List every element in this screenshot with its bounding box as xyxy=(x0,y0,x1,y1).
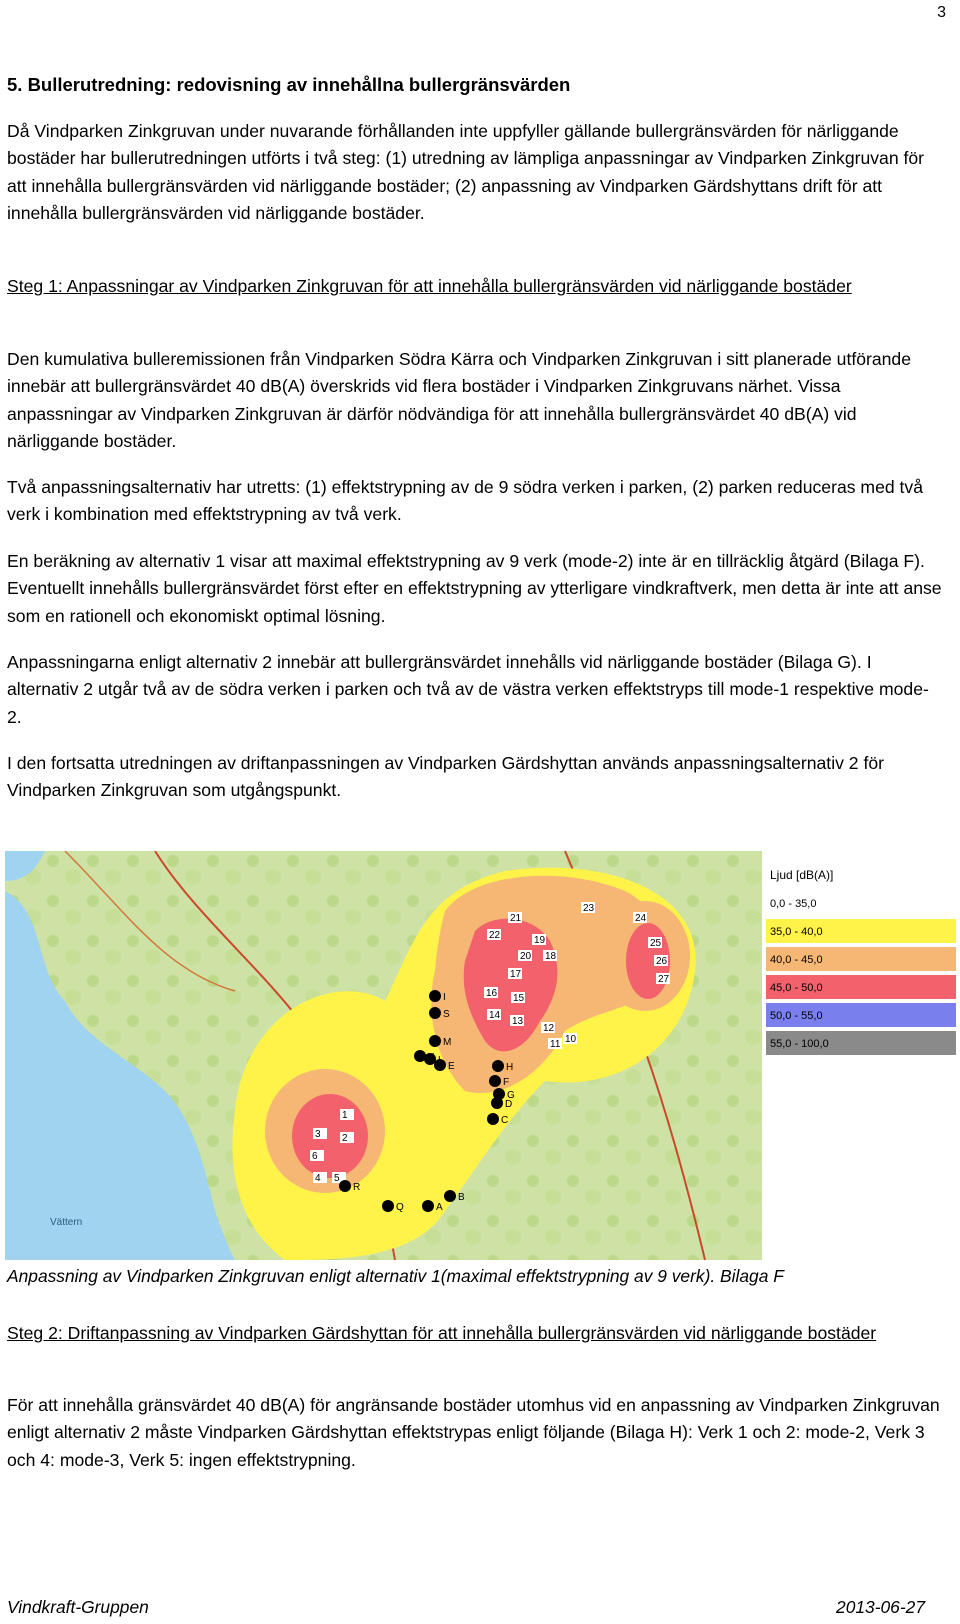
house-marker xyxy=(444,1190,456,1202)
step1-title: Steg 1: Anpassningar av Vindparken Zinkgruvan för att innehålla bullergränsvärden vid närliggande bostäder xyxy=(7,276,852,296)
turbine-label: 22 xyxy=(489,930,501,941)
legend-label: 45,0 - 50,0 xyxy=(770,982,823,994)
figure-caption: Anpassning av Vindparken Zinkgruvan enligt alternativ 1(maximal effektstrypning av 9 verk). Bilaga F xyxy=(7,1266,784,1286)
house-label: I xyxy=(443,992,446,1003)
house-marker xyxy=(429,990,441,1002)
legend-title: Ljud [dB(A)] xyxy=(770,868,834,882)
turbine-label: 26 xyxy=(656,956,668,967)
turbine-label: 1 xyxy=(342,1110,348,1121)
footer-company: Vindkraft-Gruppen xyxy=(7,1597,149,1617)
lake-label: Vättern xyxy=(50,1217,83,1228)
legend-label: 0,0 - 35,0 xyxy=(770,898,817,910)
paragraph-alternatives: Två anpassningsalternativ har utretts: (1) effektstrypning av de 9 södra verken i parken, (2) parken reduceras med två verk i kombination med effektstrypning av två verk. xyxy=(7,477,923,525)
house-label: C xyxy=(501,1115,509,1126)
paragraph-step2: För att innehålla gränsvärdet 40 dB(A) för angränsande bostäder utomhus vid en anpassning av Vindparken Zinkgruvan enligt alternativ 2 måste Vindparken Gärdshyttan effektstrypas enligt följande (Bilaga H): Verk 1 och 2: mode-2, Verk 3 och 4: mode-3, Verk 5: ingen effektstrypning. xyxy=(7,1395,940,1470)
turbine-label: 3 xyxy=(315,1129,321,1140)
house-label: Q xyxy=(396,1202,404,1213)
turbine-label: 5 xyxy=(334,1173,340,1184)
turbine-label: 15 xyxy=(513,993,525,1004)
house-marker xyxy=(422,1200,434,1212)
turbine-label: 10 xyxy=(565,1034,577,1045)
turbine-label: 11 xyxy=(550,1039,561,1050)
map-legend xyxy=(762,851,960,1087)
house-label: F xyxy=(503,1077,510,1088)
turbine-label: 18 xyxy=(545,951,557,962)
turbine-label: 13 xyxy=(512,1016,524,1027)
house-marker xyxy=(434,1059,446,1071)
legend-label: 40,0 - 45,0 xyxy=(770,954,823,966)
house-label: B xyxy=(458,1192,465,1203)
turbine-label: 16 xyxy=(486,988,498,999)
house-marker xyxy=(491,1097,503,1109)
turbine-label: 24 xyxy=(635,913,647,924)
house-marker xyxy=(492,1060,504,1072)
section-heading: 5. Bullerutredning: redovisning av innehållna bullergränsvärden xyxy=(7,74,571,95)
turbine-label: 20 xyxy=(520,951,532,962)
turbine-label: 19 xyxy=(534,935,546,946)
turbine-label: 21 xyxy=(510,913,522,924)
house-marker xyxy=(429,1007,441,1019)
footer-date: 2013-06-27 xyxy=(836,1597,925,1617)
house-marker xyxy=(489,1075,501,1087)
intro-paragraph: Då Vindparken Zinkgruvan under nuvarande förhållanden inte uppfyller gällande bullergränsvärden för närliggande bostäder har bullerutredningen utförts i två steg: (1) utredning av lämpliga anpassningar av Vindparken Zinkgruvan för att innehålla bullergränsvärden vid närliggande bostäder; (2) anpassning av Vindparken Gärdshyttans drift för att innehålla bullergränsvärden vid närliggande bostäder. xyxy=(7,121,925,223)
house-marker xyxy=(429,1035,441,1047)
house-label: R xyxy=(353,1182,361,1193)
house-label: A xyxy=(436,1202,443,1213)
page-number: 3 xyxy=(937,4,946,21)
legend-label: 50,0 - 55,0 xyxy=(770,1010,823,1022)
legend-label: 55,0 - 100,0 xyxy=(770,1038,829,1050)
house-label: M xyxy=(443,1037,452,1048)
house-marker xyxy=(339,1180,351,1192)
house-label: G xyxy=(507,1090,515,1101)
turbine-label: 6 xyxy=(312,1151,318,1162)
house-marker xyxy=(424,1053,436,1065)
house-label: D xyxy=(505,1099,513,1110)
paragraph-alternative-1: En beräkning av alternativ 1 visar att maximal effektstrypning av 9 verk (mode-2) inte är en tillräcklig åtgärd (Bilaga F). Eventuellt innehålls bullergränsvärdet först efter en effektstrypning av ytterligare vindkraftverk, men detta är inte att anse som en rationell och ekonomiskt optimal lösning. xyxy=(7,551,942,626)
turbine-label: 27 xyxy=(658,974,670,985)
paragraph-alternative-2: Anpassningarna enligt alternativ 2 innebär att bullergränsvärdet innehålls vid närliggande bostäder (Bilaga G). I alternativ 2 utgår två av de södra verken i parken och två av de västra verken effektstryps till mode-1 respektive mode-2. xyxy=(7,652,929,727)
house-marker xyxy=(382,1200,394,1212)
turbine-label: 2 xyxy=(342,1133,348,1144)
turbine-label: 23 xyxy=(583,903,595,914)
step2-title: Steg 2: Driftanpassning av Vindparken Gärdshyttan för att innehålla bullergränsvärden vid närliggande bostäder xyxy=(7,1323,877,1343)
house-marker xyxy=(487,1113,499,1125)
house-label: E xyxy=(448,1061,455,1072)
paragraph-cumulative: Den kumulativa bulleremissionen från Vindparken Södra Kärra och Vindparken Zinkgruvan i sitt planerade utförande innebär att bullergränsvärdet 40 dB(A) överskrids vid flera bostäder i Vindparken Zinkgruvans närhet. Vissa anpassningar av Vindparken Zinkgruvan är därför nödvändiga för att innehålla bullergränsvärdet 40 dB(A) vid närliggande bostäder. xyxy=(7,349,911,451)
turbine-label: 25 xyxy=(650,938,662,949)
turbine-label: 4 xyxy=(315,1173,321,1184)
turbine-label: 14 xyxy=(489,1010,501,1021)
legend-label: 35,0 - 40,0 xyxy=(770,926,823,938)
noise-map xyxy=(5,851,762,1260)
paragraph-continued: I den fortsatta utredningen av driftanpassningen av Vindparken Gärdshyttan används anpassningsalternativ 2 för Vindparken Zinkgruvan som utgångspunkt. xyxy=(7,753,884,801)
turbine-label: 12 xyxy=(543,1023,555,1034)
house-label: S xyxy=(443,1009,450,1020)
house-label: H xyxy=(506,1062,514,1073)
turbine-label: 17 xyxy=(510,969,522,980)
